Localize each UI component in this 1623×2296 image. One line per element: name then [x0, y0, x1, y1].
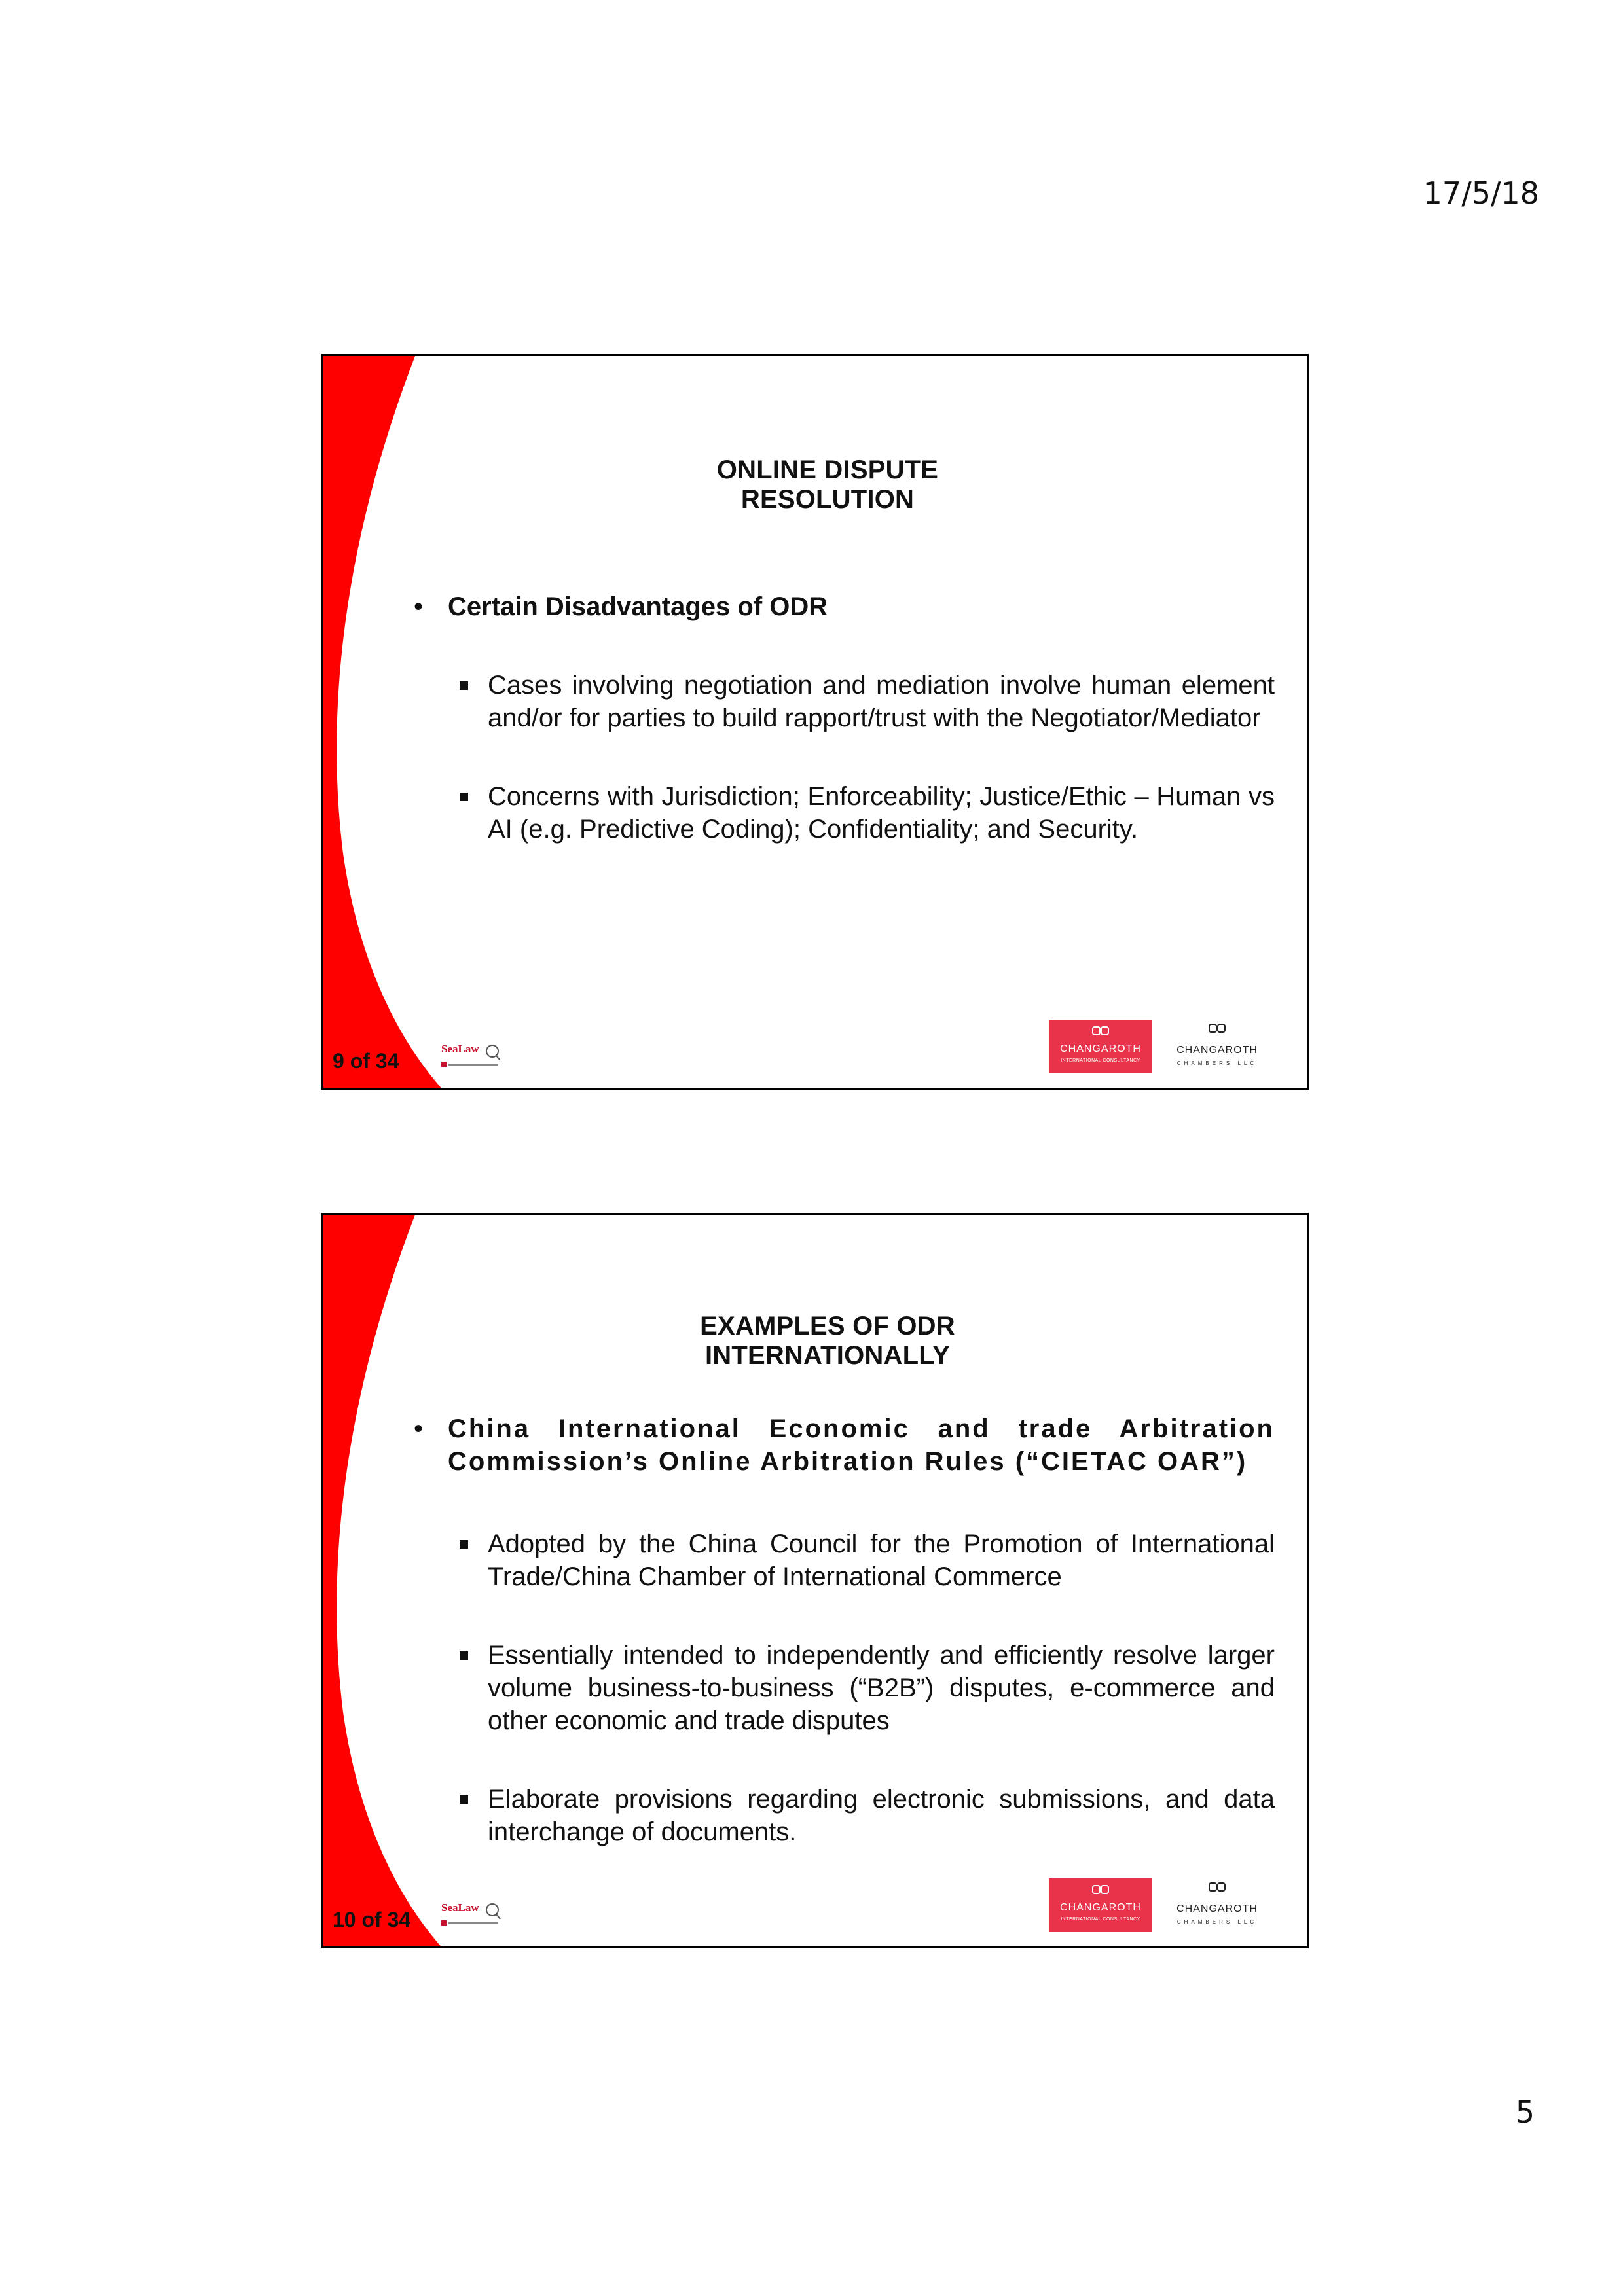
- logo-subtitle: CHAMBERS LLC: [1176, 1919, 1258, 1925]
- logo-subtitle: CHAMBERS LLC: [1176, 1060, 1258, 1066]
- logo-name: CHANGAROTH: [1060, 1043, 1141, 1054]
- sub-bullet-list: [460, 1528, 1275, 1894]
- sealaw-logo: [440, 1894, 502, 1928]
- logo-name: CHANGAROTH: [1060, 1902, 1141, 1913]
- main-bullet: [414, 1412, 1275, 1478]
- main-bullet-text: Certain Disadvantages of ODR: [448, 592, 828, 621]
- changaroth-consultancy-logo: [1049, 1020, 1152, 1073]
- page-number: 5: [1515, 2094, 1535, 2130]
- sub-bullet: [460, 1639, 1275, 1737]
- sub-bullet-text: Adopted by the China Council for the Promotion of International Trade/China Chamber of International Commerce: [488, 1530, 1275, 1591]
- logo-subtitle: INTERNATIONAL CONSULTANCY: [1061, 1917, 1140, 1922]
- sub-bullet-text: Cases involving negotiation and mediation involve human element and/or for parties to build rapport/trust with the Negotiator/Mediator: [488, 671, 1275, 732]
- bullet-dot-icon: •: [414, 592, 424, 621]
- square-bullet-icon: [460, 681, 468, 690]
- square-bullet-icon: [460, 793, 468, 801]
- changaroth-chambers-logo: [1168, 1880, 1266, 1929]
- sub-bullet-text: Concerns with Jurisdiction; Enforceability; Justice/Ethic – Human vs AI (e.g. Predictive Coding); Confidentiality; and Security.: [488, 782, 1275, 844]
- sub-bullet-list: [460, 669, 1275, 891]
- changaroth-mark-icon: [1209, 1882, 1226, 1892]
- square-bullet-icon: [460, 1540, 468, 1549]
- main-bullet-text: China International Economic and trade Arbitration Commission’s Online Arbitration Rules (“CIETAC OAR”): [448, 1414, 1275, 1476]
- square-bullet-icon: [460, 1651, 468, 1660]
- changaroth-chambers-logo: [1168, 1021, 1266, 1071]
- changaroth-mark-icon: [1092, 1885, 1109, 1894]
- logo-subtitle: INTERNATIONAL CONSULTANCY: [1061, 1058, 1140, 1063]
- sub-bullet: [460, 669, 1275, 734]
- svg-text:SeaLaw: SeaLaw: [441, 1901, 479, 1914]
- sealaw-logo: [440, 1035, 502, 1069]
- logo-name: CHANGAROTH: [1176, 1903, 1258, 1914]
- sub-bullet: [460, 1528, 1275, 1593]
- changaroth-mark-icon: [1209, 1024, 1226, 1033]
- slide-10: [321, 1213, 1309, 1948]
- changaroth-mark-icon: [1092, 1026, 1109, 1035]
- logo-name: CHANGAROTH: [1176, 1045, 1258, 1056]
- sub-bullet: [460, 780, 1275, 846]
- slide-9: [321, 354, 1309, 1090]
- svg-text:SeaLaw: SeaLaw: [441, 1043, 479, 1055]
- slide-number: 9 of 34: [333, 1049, 399, 1073]
- changaroth-consultancy-logo: [1049, 1878, 1152, 1932]
- slide-number: 10 of 34: [333, 1908, 411, 1931]
- slide-title: EXAMPLES OF ODR INTERNATIONALLY: [700, 1312, 955, 1370]
- square-bullet-icon: [460, 1795, 468, 1804]
- sub-bullet-text: Elaborate provisions regarding electronic submissions, and data interchange of documents.: [488, 1785, 1275, 1846]
- bullet-dot-icon: •: [414, 1414, 424, 1443]
- page-date: 17/5/18: [1423, 175, 1539, 211]
- sub-bullet: [460, 1783, 1275, 1848]
- slide-title: ONLINE DISPUTE RESOLUTION: [716, 456, 939, 514]
- main-bullet: [414, 590, 1275, 623]
- sub-bullet-text: Essentially intended to independently and efficiently resolve larger volume business-to-business (“B2B”) disputes, e-commerce and other economic and trade disputes: [488, 1641, 1275, 1735]
